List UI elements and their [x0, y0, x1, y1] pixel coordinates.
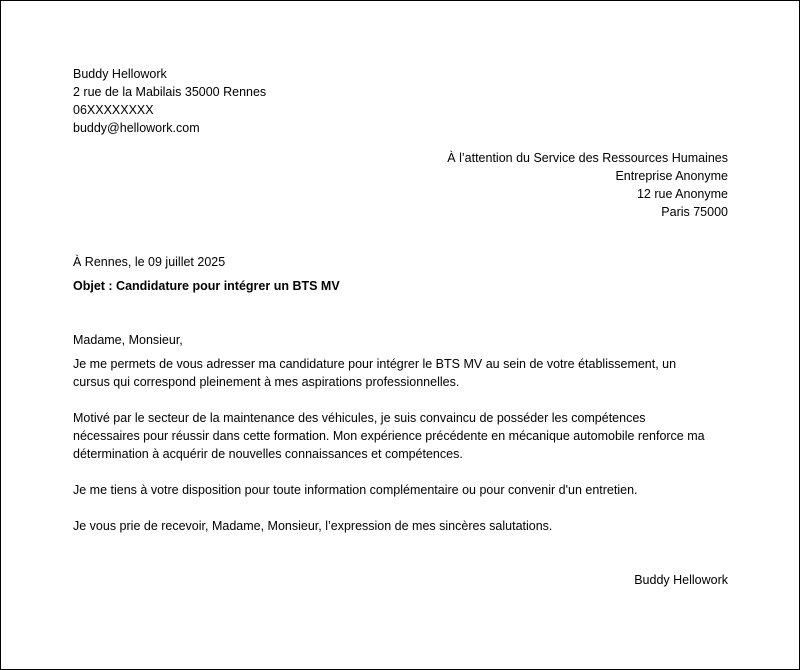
paragraph-line: Motivé par le secteur de la maintenance des véhicules, je suis convaincu de posséder les compétences [73, 411, 646, 425]
paragraph-line: nécessaires pour réussir dans cette formation. Mon expérience précédente en mécanique automobile renforce ma [73, 429, 705, 443]
letter-date: À Rennes, le 09 juillet 2025 [73, 255, 226, 269]
recipient-city: Paris 75000 [661, 205, 728, 219]
sender-email: buddy@hellowork.com [73, 121, 200, 135]
recipient-attention: À l’attention du Service des Ressources Humaines [447, 151, 728, 165]
paragraph-line: cursus qui correspond pleinement à mes aspirations professionnelles. [73, 375, 460, 389]
letter-subject: Objet : Candidature pour intégrer un BTS MV [73, 279, 340, 293]
paragraph-4 [73, 517, 728, 535]
paragraph-2 [73, 409, 728, 463]
paragraph-line: Je me tiens à votre disposition pour toute information complémentaire ou pour convenir d'un entretien. [73, 483, 638, 497]
sender-name: Buddy Hellowork [73, 67, 167, 81]
recipient-block [73, 149, 728, 221]
paragraph-line: détermination à acquérir de nouvelles connaissances et compétences. [73, 447, 463, 461]
letter-content [73, 65, 728, 589]
letter-salutation: Madame, Monsieur, [73, 333, 183, 347]
paragraph-1 [73, 355, 728, 391]
recipient-street: 12 rue Anonyme [636, 187, 728, 201]
paragraph-line: Je vous prie de recevoir, Madame, Monsieur, l’expression de mes sincères salutations. [73, 519, 553, 533]
sender-phone: 06XXXXXXXX [73, 103, 154, 117]
paragraph-line: Je me permets de vous adresser ma candidature pour intégrer le BTS MV au sein de votre établissement, un [73, 357, 677, 371]
recipient-company: Entreprise Anonyme [615, 169, 728, 183]
paragraph-3 [73, 481, 728, 499]
sender-address: 2 rue de la Mabilais 35000 Rennes [73, 85, 267, 99]
letter-signature: Buddy Hellowork [634, 573, 728, 587]
sender-block [73, 65, 728, 137]
